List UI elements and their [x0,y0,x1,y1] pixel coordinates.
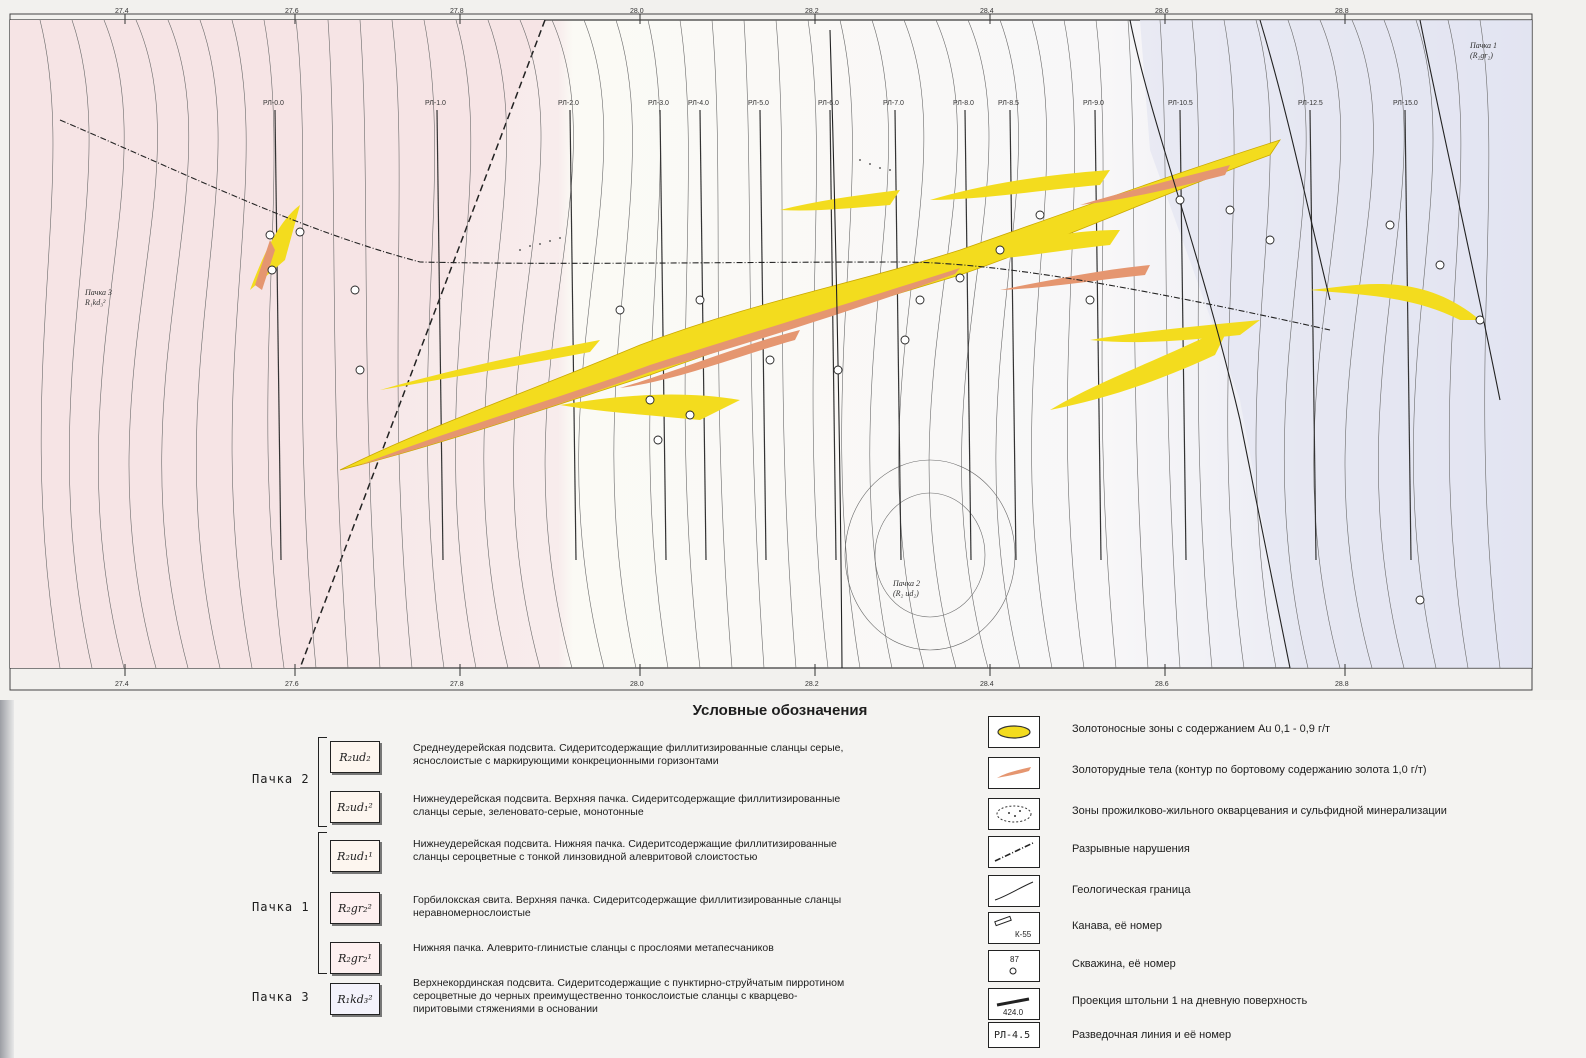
borehole-marker[interactable] [1036,211,1044,219]
legend-symbol-label: Зоны прожилково-жильного окварцевания и сульфидной минерализации [1072,805,1447,817]
exploration-line-label: РЛ-0.0 [263,100,284,107]
coord-label-bottom: 28.2 [805,681,819,688]
borehole-marker[interactable] [296,228,304,236]
group-label-pack1: Пачка 1 [252,900,310,914]
exploration-line-label: РЛ-12.5 [1298,100,1323,107]
pack2-map-index: (R₂ ud₂) [893,589,919,598]
borehole-marker[interactable] [1226,206,1234,214]
borehole-marker[interactable] [616,306,624,314]
exploration-line-label: РЛ-1.0 [425,100,446,107]
borehole-marker[interactable] [1086,296,1094,304]
coord-label-top: 28.0 [630,8,644,15]
borehole-marker[interactable] [901,336,909,344]
coord-label-top: 28.4 [980,8,994,15]
coord-label-bottom: 27.8 [450,681,464,688]
unit-description: Нижнеудерейская подсвита. Верхняя пачка. Сидеритсодержащие филлитизированные сланцы серые, зеленовато-серые, монотонные [413,793,841,818]
exploration-line-label: РЛ-8.0 [953,100,974,107]
legend-symbol-label: Канава, её номер [1072,920,1162,932]
borehole-marker[interactable] [996,246,1004,254]
unit-code-box: R₂gr₂² [330,892,380,924]
coord-label-top: 27.8 [450,8,464,15]
pack3-map-label: Пачка 3 [85,288,113,297]
borehole-marker[interactable] [956,274,964,282]
exploration-line-icon [988,1022,1040,1048]
borehole-marker[interactable] [1386,221,1394,229]
unit-code-box: R₂ud₂ [330,741,380,773]
coord-label-bottom: 27.4 [115,681,129,688]
unit-code-box: R₁kd₃² [330,983,380,1015]
borehole-marker[interactable] [654,436,662,444]
unit-description: Среднеудерейская подсвита. Сидеритсодержащие филлитизированные сланцы серые, яснослоистые с маркирующими конкреционными горизонтами [413,742,844,767]
borehole-marker[interactable] [266,231,274,239]
coord-label-bottom: 28.8 [1335,681,1349,688]
coord-label-top: 27.6 [285,8,299,15]
fault-line-icon [988,836,1040,868]
borehole-marker[interactable] [1476,316,1484,324]
gold-zone-icon [988,716,1040,748]
borehole-marker[interactable] [1176,196,1184,204]
legend-symbol-label: Разведочная линия и её номер [1072,1029,1232,1041]
coord-label-top: 28.8 [1335,8,1349,15]
trench-icon [988,912,1040,944]
borehole-marker[interactable] [646,396,654,404]
borehole-marker[interactable] [351,286,359,294]
coord-label-top: 28.2 [805,8,819,15]
group-brace-pack2 [318,737,327,827]
coord-label-bottom: 28.4 [980,681,994,688]
coord-label-bottom: 28.0 [630,681,644,688]
unit-description: Верхнекординская подсвита. Сидеритсодержащие с пунктирно-струйчатым пирротином сероцветные до черных преимущественно тонкослоистые сланцы с кварцево-пиритовыми стяжениями в основании [413,977,845,1015]
unit-code-box: R₂ud₁² [330,791,380,823]
pack1-corner-label: Пачка 1 [1470,41,1498,50]
legend-symbol-label: Геологическая граница [1072,884,1191,896]
exploration-line-label: РЛ-2.0 [558,100,579,107]
borehole-marker[interactable] [268,266,276,274]
borehole-marker[interactable] [1436,261,1444,269]
adit-projection-icon [988,988,1040,1020]
borehole-marker[interactable] [696,296,704,304]
exploration-line-label: РЛ-10.5 [1168,100,1193,107]
group-brace-pack1 [318,832,327,974]
unit-description: Нижнеудерейская подсвита. Нижняя пачка. Сидеритсодержащие филлитизированные сланцы сероцветные с тонкой линзовидной алевритовой слоистостью [413,838,837,863]
legend-symbol-label: Проекция штольни 1 на дневную поверхность [1072,995,1308,1007]
group-label-pack3: Пачка 3 [252,990,310,1004]
unit-code-box: R₂gr₂¹ [330,942,380,974]
quartz-vein-zone-icon [988,798,1040,830]
exploration-line-tag: РЛ-4.5 [994,1030,1031,1041]
unit-description: Нижняя пачка. Алеврито-глинистые сланцы с прослоями метапесчаников [413,942,774,954]
exploration-line-label: РЛ-5.0 [748,100,769,107]
legend-symbol-label: Скважина, её номер [1072,958,1176,970]
exploration-line-label: РЛ-8.5 [998,100,1019,107]
legend-title: Условные обозначения [692,702,868,719]
exploration-line-label: РЛ-7.0 [883,100,904,107]
borehole-marker[interactable] [686,411,694,419]
borehole-marker[interactable] [356,366,364,374]
exploration-line-label: РЛ-9.0 [1083,100,1104,107]
pack1-corner-index: (R₂gr₂) [1470,51,1493,60]
exploration-line-label: РЛ-4.0 [688,100,709,107]
borehole-icon [988,950,1040,982]
borehole-marker[interactable] [766,356,774,364]
adit-tag: 424.0 [1003,1008,1024,1017]
pack2-map-label: Пачка 2 [893,579,921,588]
geologic-boundary-icon [988,875,1040,907]
exploration-line-label: РЛ-6.0 [818,100,839,107]
legend-symbol-label: Золотоносные зоны с содержанием Au 0,1 - 0,9 г/т [1072,723,1331,735]
borehole-marker[interactable] [916,296,924,304]
borehole-marker[interactable] [1266,236,1274,244]
legend-symbol-label: Золоторудные тела (контур по бортовому содержанию золота 1,0 г/т) [1072,764,1427,776]
coord-label-bottom: 27.6 [285,681,299,688]
coord-label-top: 27.4 [115,8,129,15]
unit-description: Горбилокская свита. Верхняя пачка. Сидеритсодержащие филлитизированные сланцы неравномернослоистые [413,894,842,919]
pack3-map-index: R₁kd₃² [85,298,106,307]
exploration-line-label: РЛ-15.0 [1393,100,1418,107]
exploration-line-label: РЛ-3.0 [648,100,669,107]
borehole-tag: 87 [1010,955,1019,964]
coord-label-bottom: 28.6 [1155,681,1169,688]
borehole-marker[interactable] [834,366,842,374]
coord-label-top: 28.6 [1155,8,1169,15]
legend-symbol-label: Разрывные нарушения [1072,843,1190,855]
unit-code-box: R₂ud₁¹ [330,840,380,872]
group-label-pack2: Пачка 2 [252,772,310,786]
trench-tag: К-55 [1015,930,1032,939]
borehole-marker[interactable] [1416,596,1424,604]
ore-body-icon [988,757,1040,789]
